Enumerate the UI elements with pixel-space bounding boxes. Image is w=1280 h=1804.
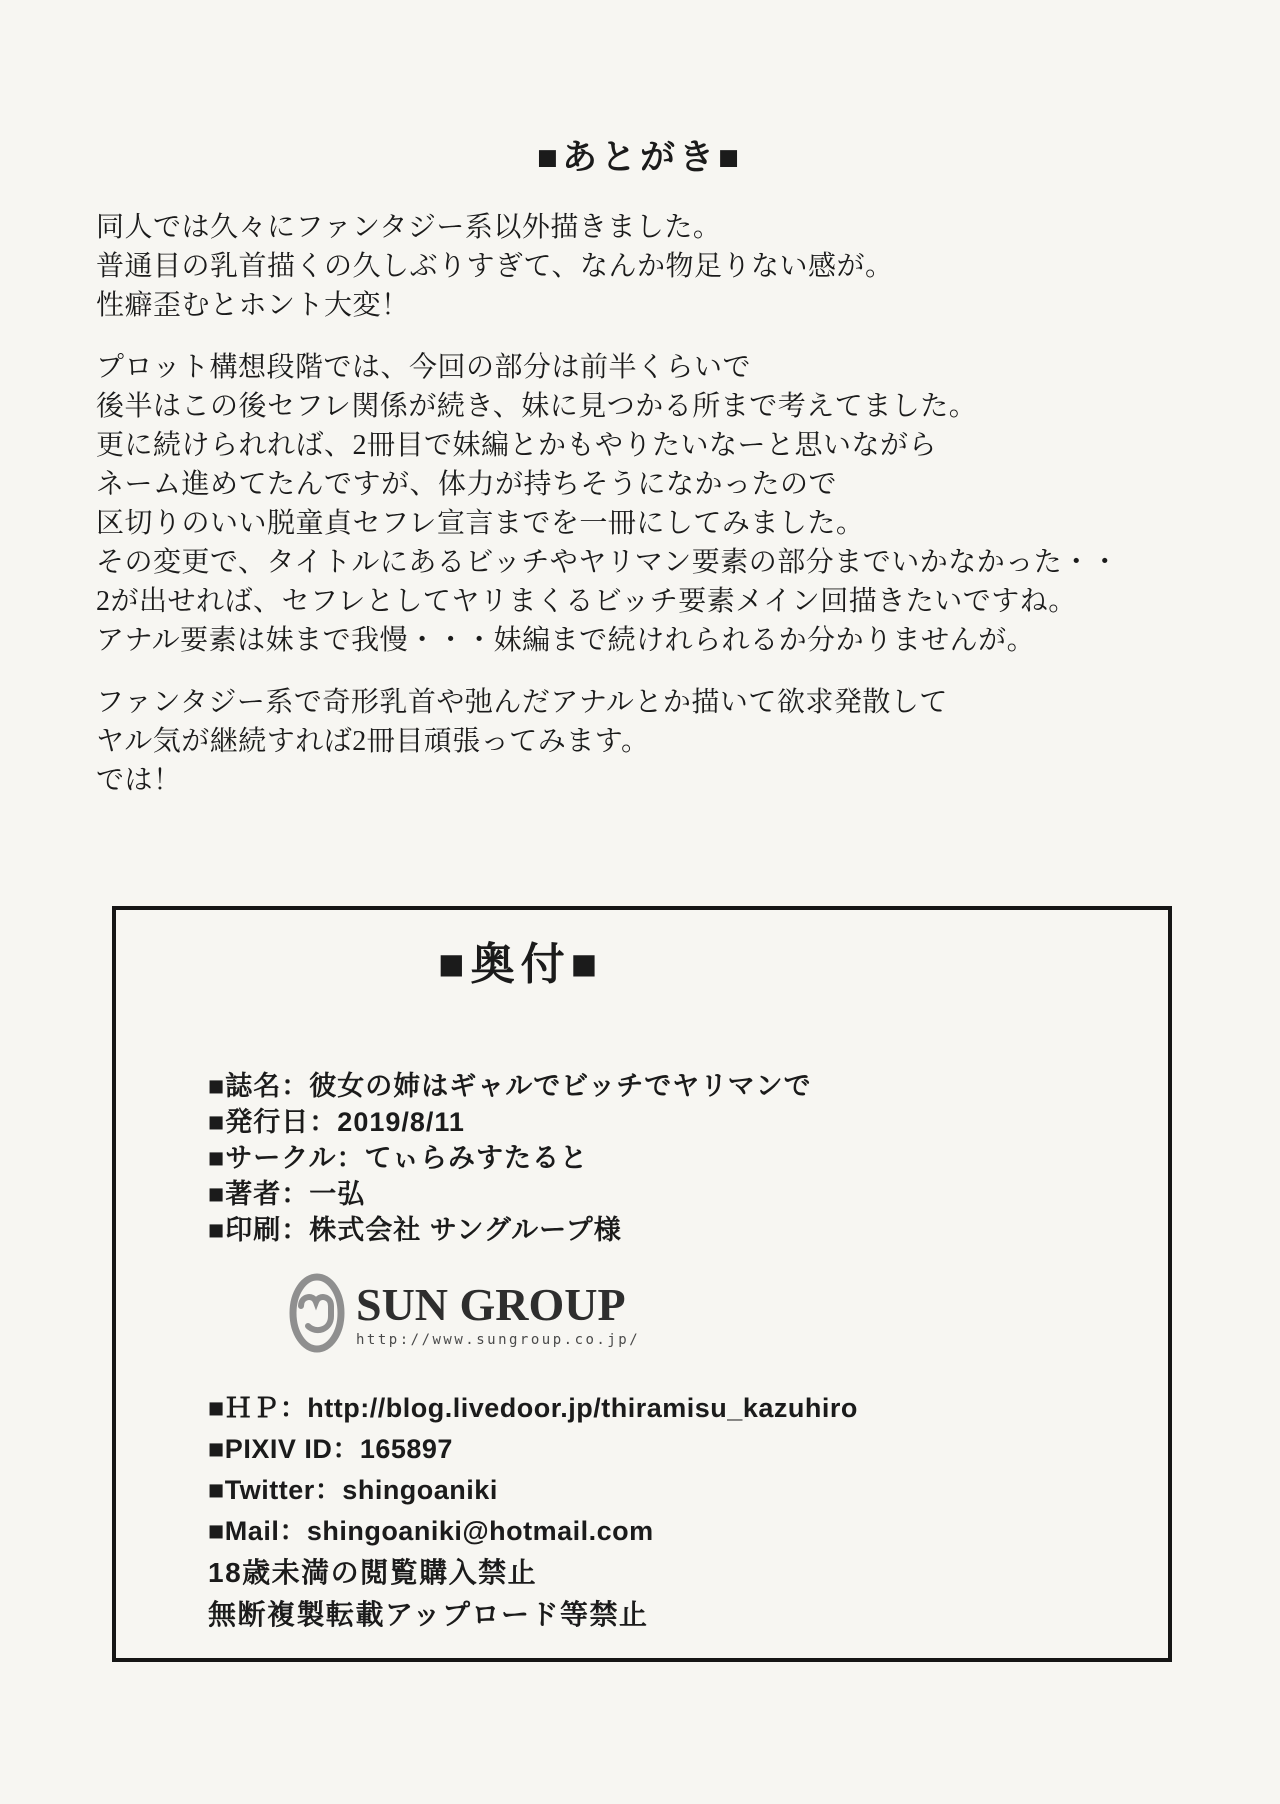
afterword-line: ファンタジー系で奇形乳首や弛んだアナルとか描いて欲求発散して (96, 687, 948, 718)
contact-hp: ■ＨＰ：http://blog.livedoor.jp/thiramisu_kazuhiro (208, 1393, 858, 1423)
colophon-box (112, 906, 1172, 1662)
afterword-line: 区切りのいい脱童貞セフレ宣言までを一冊にしてみました。 (96, 508, 865, 539)
afterword-body (96, 208, 1156, 823)
sun-group-emblem-icon (288, 1272, 346, 1354)
colophon-entry-circle: ■サークル：てぃらみすたると (208, 1143, 588, 1173)
afterword-title: ■あとがき■ (536, 138, 744, 177)
afterword-line: プロット構想段階では、今回の部分は前半くらいで (96, 352, 751, 383)
afterword-line: ヤル気が継続すれば2冊目頑張ってみます。 (96, 726, 650, 757)
contact-pixiv: ■PIXIV ID：165897 (208, 1434, 453, 1464)
colophon-title: ■奥付■ (438, 940, 604, 989)
colophon-contacts (208, 1388, 858, 1552)
afterword-line: 後半はこの後セフレ関係が続き、妹に見つかる所まで考えてました。 (96, 391, 978, 422)
notice-no-reproduction: 無断複製転載アップロード等禁止 (208, 1599, 649, 1630)
contact-twitter: ■Twitter：shingoaniki (208, 1475, 498, 1505)
colophon-entry-printer: ■印刷：株式会社 サングループ様 (208, 1215, 622, 1245)
sun-group-name: SUN GROUP (356, 1279, 626, 1330)
afterword-line: 更に続けられれば、2冊目で妹編とかもやりたいなーと思いながら (96, 430, 938, 461)
colophon-entries (208, 1068, 812, 1248)
afterword-line: ネーム進めてたんですが、体力が持ちそうになかったので (96, 469, 838, 500)
colophon-entry-title: ■誌名：彼女の姉はギャルでビッチでヤリマンで (208, 1071, 812, 1101)
afterword-paragraph (96, 208, 1156, 325)
afterword-line: 普通目の乳首描くの久しぶりすぎて、なんか物足りない感が。 (96, 251, 894, 282)
afterword-line: では！ (96, 765, 182, 796)
sun-group-text-block (356, 1272, 640, 1348)
afterword-line: 同人では久々にファンタジー系以外描きました。 (96, 212, 722, 243)
colophon-entry-author: ■著者：一弘 (208, 1179, 366, 1209)
colophon-entry-date: ■発行日：2019/8/11 (208, 1107, 465, 1137)
colophon-notices (208, 1552, 649, 1636)
sun-group-logo (288, 1272, 640, 1354)
afterword-paragraph (96, 683, 1156, 800)
sun-group-url: http://www.sungroup.co.jp/ (356, 1332, 641, 1348)
contact-mail: ■Mail：shingoaniki@hotmail.com (208, 1516, 654, 1546)
afterword-line: アナル要素は妹まで我慢・・・妹編まで続けれられるか分かりませんが。 (96, 625, 1036, 656)
notice-age-restriction: 18歳未満の閲覧購入禁止 (208, 1557, 538, 1588)
afterword-paragraph (96, 348, 1156, 660)
afterword-line: 性癖歪むとホント大変！ (96, 290, 410, 321)
afterword-line: その変更で、タイトルにあるビッチやヤリマン要素の部分までいかなかった・・ (96, 547, 1120, 578)
afterword-line: 2が出せれば、セフレとしてヤリまくるビッチ要素メイン回描きたいですね。 (96, 586, 1077, 617)
